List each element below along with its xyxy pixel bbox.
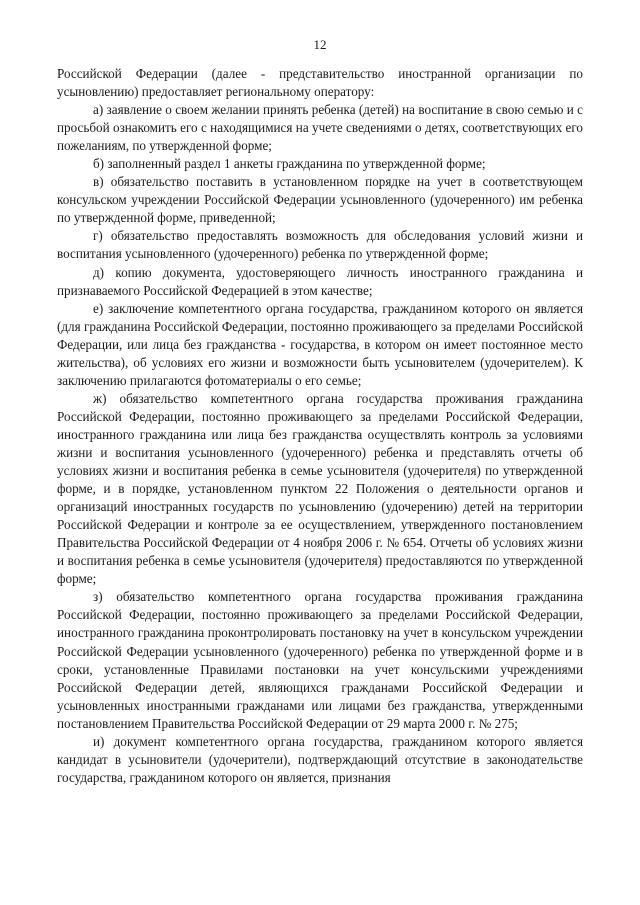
paragraph-item-zh: ж) обязательство компетентного органа государства проживания гражданина Российской Федерации, постоянно проживающего за пределами Российской Федерации, иностранного гражданина или лица без гражданства осуществлять контроль за условиями жизни и воспитания усыновленного (удочеренного) ребенка и представлять отчеты об условиях жизни и воспитания ребенка в семье усыновителя (удочерителя) по утвержденной форме, и в порядке, установленном пунктом 22 Положения о деятельности органов и организаций иностранных государств по усыновлению (удочерению) детей на территории Российской Федерации и контроле за ее осуществлением, утвержденного постановлением Правительства Российской Федерации от 4 ноября 2006 г. № 654. Отчеты об условиях жизни и воспитания ребенка в семье усыновителя (удочерителя) предоставляются по утвержденной форме; (57, 390, 583, 587)
paragraph-item-v: в) обязательство поставить в установленном порядке на учет в соответствующем консульском учреждении Российской Федерации усыновленного (удочеренного) им ребенка по утвержденной форме, приведенной; (57, 174, 583, 226)
paragraph-intro: Российской Федерации (далее - представительство иностранной организации по усыновлению) предоставляет региональному оператору: (57, 66, 583, 100)
paragraph-item-b: б) заполненный раздел 1 анкеты гражданина по утвержденной форме; (93, 156, 486, 172)
paragraph-item-z: з) обязательство компетентного органа государства проживания гражданина Российской Федерации, постоянно проживающего за пределами Российской Федерации, иностранного гражданина проконтролировать постановку на учет в консульском учреждении Российской Федерации усыновленного (удочеренного) ребенка по утвержденной форме и в сроки, установленные Правилами постановки на учет консульскими учреждениями Российской Федерации детей, являющихся гражданами Российской Федерации и усыновленных иностранными гражданами или лицами без гражданства, утвержденными постановлением Правительства Российской Федерации от 29 марта 2000 г. № 275; (57, 589, 583, 731)
paragraph-item-i: и) документ компетентного органа государства, гражданином которого является кандидат в усыновители (удочерители), подтверждающий отсутствие в законодательстве государства, гражданином которого он является, признания (57, 733, 583, 785)
paragraph-item-a: а) заявление о своем желании принять ребенка (детей) на воспитание в свою семью и с просьбой ознакомить его с находящимися на учете сведениями о детях, соответствующих его пожеланиям, по утвержденной форме; (57, 102, 583, 154)
page-number: 12 (313, 37, 327, 52)
paragraph-item-e: е) заключение компетентного органа государства, гражданином которого он является (для гражданина Российской Федерации, постоянно проживающего за пределами Российской Федерации, или лица без гражданства - государства, в котором он имеет постоянное место жительства), об условиях его жизни и возможности быть усыновителем (удочерителем). К заключению прилагаются фотоматериалы о его семье; (57, 300, 583, 388)
paragraph-item-g: г) обязательство предоставлять возможность для обследования условий жизни и воспитания усыновленного (удочеренного) ребенка по утвержденной форме; (57, 228, 583, 262)
document-body (57, 65, 583, 787)
paragraph-item-d: д) копию документа, удостоверяющего личность иностранного гражданина и признаваемого Российской Федерацией в этом качестве; (57, 264, 583, 298)
